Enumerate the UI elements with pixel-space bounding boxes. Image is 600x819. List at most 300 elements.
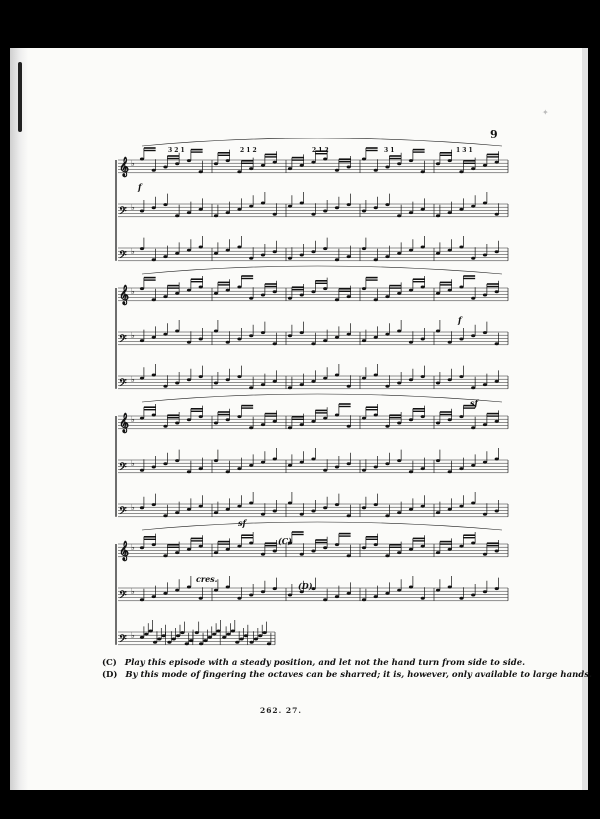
notehead (347, 554, 351, 557)
key-flat-icon: ♭ (131, 374, 135, 384)
clef-icon: 𝄞 (119, 157, 130, 177)
notehead (226, 633, 230, 636)
slur (142, 522, 502, 530)
notehead (495, 458, 499, 461)
dynamic-marking: sf (238, 518, 246, 528)
notehead (323, 287, 327, 290)
notehead (459, 545, 463, 548)
notehead (288, 386, 292, 389)
footnote-marker: (C) (102, 658, 117, 668)
notehead (347, 203, 351, 206)
notehead (421, 415, 425, 418)
notehead (385, 554, 389, 557)
notehead (483, 513, 487, 516)
notehead (239, 638, 243, 641)
notehead (226, 211, 230, 214)
notehead (167, 641, 171, 644)
notehead (347, 592, 351, 595)
notehead (261, 553, 265, 556)
notehead (300, 331, 304, 334)
notehead (288, 502, 292, 505)
notehead (323, 417, 327, 420)
notehead (300, 383, 304, 386)
key-flat-icon: ♭ (131, 158, 135, 168)
notehead (152, 414, 156, 417)
slur (142, 394, 502, 402)
notehead (175, 459, 179, 462)
notehead (483, 254, 487, 257)
notehead (436, 551, 440, 554)
notehead (459, 338, 463, 341)
notehead (249, 502, 253, 505)
notehead (199, 597, 203, 600)
notehead (421, 375, 425, 378)
notehead (214, 252, 218, 255)
notehead (140, 247, 144, 250)
notehead (483, 553, 487, 556)
key-flat-icon: ♭ (131, 286, 135, 296)
footnote-text: By this mode of fingering the octaves can be sharred; it is, however, only available to large hands. (125, 670, 592, 680)
fingering-label: 2 1 2 (312, 147, 329, 154)
notehead (347, 255, 351, 258)
notehead (152, 169, 156, 172)
notehead (261, 164, 265, 167)
notehead (362, 469, 366, 472)
music-score (100, 138, 520, 658)
notehead (212, 633, 216, 636)
notehead (471, 386, 475, 389)
notehead (385, 592, 389, 595)
fingering-label: 1 3 1 (456, 147, 473, 154)
dynamic-marking: f (138, 182, 142, 192)
notehead (311, 250, 315, 253)
notehead (323, 210, 327, 213)
notehead (397, 459, 401, 462)
notehead (374, 374, 378, 377)
footnote-text: Play this episode with a steady position, and let not the hand turn from side to side. (124, 658, 526, 668)
notehead (483, 294, 487, 297)
notehead (335, 503, 339, 506)
notehead (163, 554, 167, 557)
fingering-label: 2 1 2 (240, 147, 257, 154)
notehead (199, 642, 203, 645)
notehead (459, 246, 463, 249)
notehead (409, 378, 413, 381)
notehead (300, 553, 304, 556)
clef-icon: 𝄢 (119, 505, 127, 519)
notehead (172, 638, 176, 641)
notehead (261, 331, 265, 334)
notehead (409, 508, 413, 511)
notehead (347, 295, 351, 298)
notehead (140, 598, 144, 601)
dynamic-marking: (D) (298, 581, 313, 591)
notehead (199, 246, 203, 249)
notehead (448, 159, 452, 162)
notehead (311, 290, 315, 293)
page-number: 9 (490, 128, 498, 141)
notehead (199, 338, 203, 341)
notehead (258, 634, 262, 637)
notehead (459, 467, 463, 470)
notehead (261, 461, 265, 464)
notehead (175, 511, 179, 514)
notehead (237, 375, 241, 378)
key-flat-icon: ♭ (131, 330, 135, 340)
notehead (163, 203, 167, 206)
notehead (237, 338, 241, 341)
notehead (237, 208, 241, 211)
notehead (140, 287, 144, 290)
notehead (267, 642, 271, 645)
notehead (187, 159, 191, 162)
notehead (195, 631, 199, 634)
notehead (471, 257, 475, 260)
notehead (362, 506, 366, 509)
notehead (187, 418, 191, 421)
key-flat-icon: ♭ (131, 542, 135, 552)
notehead (226, 289, 230, 292)
notehead (311, 342, 315, 345)
notehead (362, 247, 366, 250)
notehead (237, 545, 241, 548)
notehead (436, 459, 440, 462)
notehead (448, 211, 452, 214)
notehead (471, 426, 475, 429)
notehead (385, 255, 389, 258)
notehead (335, 374, 339, 377)
notehead (397, 252, 401, 255)
notehead (199, 415, 203, 418)
notehead (237, 467, 241, 470)
notehead (495, 161, 499, 164)
notehead (495, 510, 499, 513)
notehead (144, 633, 148, 636)
notehead (163, 425, 167, 428)
notehead (323, 377, 327, 380)
dynamic-marking: cres. (196, 574, 218, 584)
notehead (409, 159, 413, 162)
notehead (175, 422, 179, 425)
notehead (311, 510, 315, 513)
notehead (409, 289, 413, 292)
notehead (323, 339, 327, 342)
notehead (249, 464, 253, 467)
notehead (203, 639, 207, 642)
footnote-d (102, 670, 592, 680)
notehead (149, 630, 153, 633)
notehead (199, 170, 203, 173)
notehead (153, 641, 157, 644)
notehead (483, 202, 487, 205)
notehead (483, 383, 487, 386)
notehead (254, 638, 258, 641)
notehead (249, 257, 253, 260)
notehead (140, 339, 144, 342)
notehead (300, 461, 304, 464)
notehead (397, 330, 401, 333)
notehead (273, 550, 277, 553)
notehead (436, 422, 440, 425)
notehead (175, 214, 179, 217)
clef-icon: 𝄢 (119, 589, 127, 603)
notehead (163, 462, 167, 465)
notehead (409, 341, 413, 344)
notehead (409, 249, 413, 252)
notehead (163, 514, 167, 517)
notehead (421, 246, 425, 249)
clef-icon: 𝄢 (119, 461, 127, 475)
notehead (249, 426, 253, 429)
binding-mark (18, 62, 22, 132)
notehead (311, 550, 315, 553)
notehead (495, 250, 499, 253)
notehead (199, 467, 203, 470)
notehead (409, 586, 413, 589)
key-flat-icon: ♭ (131, 502, 135, 512)
notehead (421, 545, 425, 548)
notehead (495, 587, 499, 590)
notehead (163, 385, 167, 388)
plate-number: 262. 27. (260, 706, 302, 715)
notehead (471, 297, 475, 300)
notehead (471, 205, 475, 208)
notehead (335, 336, 339, 339)
notehead (288, 426, 292, 429)
notehead (495, 420, 499, 423)
notehead (397, 292, 401, 295)
notehead (436, 162, 440, 165)
key-flat-icon: ♭ (131, 414, 135, 424)
notehead (152, 466, 156, 469)
notehead (421, 286, 425, 289)
notehead (273, 290, 277, 293)
notehead (214, 422, 218, 425)
notehead (226, 159, 230, 162)
notehead (175, 330, 179, 333)
notehead (261, 383, 265, 386)
notehead (273, 161, 277, 164)
clef-icon: 𝄢 (119, 205, 127, 219)
notehead (495, 550, 499, 553)
notehead (249, 334, 253, 337)
notehead (311, 213, 315, 216)
clef-icon: 𝄞 (119, 285, 130, 305)
notehead (162, 634, 166, 637)
footnote-c (102, 658, 525, 668)
notehead (335, 595, 339, 598)
notehead (374, 206, 378, 209)
notehead (374, 298, 378, 301)
notehead (235, 641, 239, 644)
notehead (362, 377, 366, 380)
notehead (397, 214, 401, 217)
notehead (288, 464, 292, 467)
notehead (374, 503, 378, 506)
key-flat-icon: ♭ (131, 202, 135, 212)
notehead (483, 590, 487, 593)
notehead (436, 330, 440, 333)
notehead (226, 470, 230, 473)
notehead (226, 586, 230, 589)
notehead (261, 423, 265, 426)
notehead (311, 420, 315, 423)
notehead (273, 510, 277, 513)
notehead (397, 162, 401, 165)
notehead (261, 590, 265, 593)
notehead (273, 250, 277, 253)
notehead (152, 543, 156, 546)
notehead (250, 641, 254, 644)
clef-icon: 𝄢 (119, 333, 127, 347)
notehead (288, 167, 292, 170)
notehead (187, 586, 191, 589)
notehead (189, 639, 193, 642)
notehead (362, 287, 366, 290)
notehead (448, 470, 452, 473)
notehead (459, 375, 463, 378)
music-page (10, 48, 592, 790)
notehead (199, 505, 203, 508)
notehead (249, 167, 253, 170)
notehead (448, 289, 452, 292)
notehead (421, 597, 425, 600)
notehead (140, 469, 144, 472)
notehead (409, 418, 413, 421)
notehead (214, 162, 218, 165)
notehead (385, 462, 389, 465)
notehead (273, 420, 277, 423)
notehead (495, 290, 499, 293)
notehead (385, 333, 389, 336)
notehead (495, 342, 499, 345)
notehead (237, 170, 241, 173)
notehead (347, 514, 351, 517)
notehead (175, 589, 179, 592)
notehead (362, 210, 366, 213)
notehead (187, 470, 191, 473)
notehead (288, 205, 292, 208)
notehead (448, 586, 452, 589)
notehead (140, 377, 144, 380)
notehead (335, 466, 339, 469)
notehead (483, 331, 487, 334)
clef-icon: 𝄢 (119, 377, 127, 391)
notehead (436, 252, 440, 255)
dynamic-marking: f (458, 315, 462, 325)
notehead (362, 417, 366, 420)
notehead (374, 258, 378, 261)
notehead (152, 374, 156, 377)
scan-border-top (0, 0, 600, 48)
notehead (152, 298, 156, 301)
stamp-icon: ✦ (542, 108, 549, 117)
notehead (374, 336, 378, 339)
page-spine-shadow (10, 48, 28, 790)
notehead (335, 169, 339, 172)
notehead (448, 249, 452, 252)
notehead (459, 505, 463, 508)
notehead (448, 378, 452, 381)
key-flat-icon: ♭ (131, 630, 135, 640)
notehead (152, 336, 156, 339)
slur (142, 266, 502, 274)
notehead (214, 330, 218, 333)
notehead (436, 511, 440, 514)
notehead (362, 598, 366, 601)
notehead (311, 380, 315, 383)
notehead (152, 503, 156, 506)
notehead (214, 511, 218, 514)
notehead (226, 341, 230, 344)
notehead (409, 548, 413, 551)
notehead (237, 505, 241, 508)
notehead (163, 295, 167, 298)
notehead (421, 208, 425, 211)
notehead (335, 298, 339, 301)
notehead (323, 546, 327, 549)
notehead (459, 286, 463, 289)
notehead (187, 289, 191, 292)
notehead (214, 551, 218, 554)
notehead (385, 514, 389, 517)
notehead (175, 292, 179, 295)
notehead (436, 214, 440, 217)
notehead (311, 458, 315, 461)
key-flat-icon: ♭ (131, 458, 135, 468)
notehead (244, 634, 248, 637)
notehead (231, 630, 235, 633)
notehead (300, 254, 304, 257)
notehead (152, 258, 156, 261)
notehead (374, 543, 378, 546)
notehead (495, 380, 499, 383)
clef-icon: 𝄞 (119, 541, 130, 561)
notehead (175, 252, 179, 255)
notehead (362, 546, 366, 549)
notehead (237, 597, 241, 600)
notehead (163, 255, 167, 258)
notehead (288, 297, 292, 300)
notehead (335, 206, 339, 209)
notehead (347, 425, 351, 428)
clef-icon: 𝄞 (119, 413, 130, 433)
notehead (288, 257, 292, 260)
notehead (421, 170, 425, 173)
notehead (288, 334, 292, 337)
notehead (471, 502, 475, 505)
notehead (362, 158, 366, 161)
notehead (374, 169, 378, 172)
key-flat-icon: ♭ (131, 586, 135, 596)
notehead (187, 249, 191, 252)
notehead (385, 203, 389, 206)
notehead (163, 333, 167, 336)
notehead (249, 205, 253, 208)
notehead (347, 462, 351, 465)
notehead (263, 631, 267, 634)
notehead (459, 597, 463, 600)
notehead (385, 295, 389, 298)
notehead (421, 338, 425, 341)
notehead (335, 414, 339, 417)
notehead (199, 545, 203, 548)
notehead (397, 382, 401, 385)
notehead (261, 254, 265, 257)
notehead (397, 589, 401, 592)
notehead (273, 380, 277, 383)
notehead (199, 208, 203, 211)
